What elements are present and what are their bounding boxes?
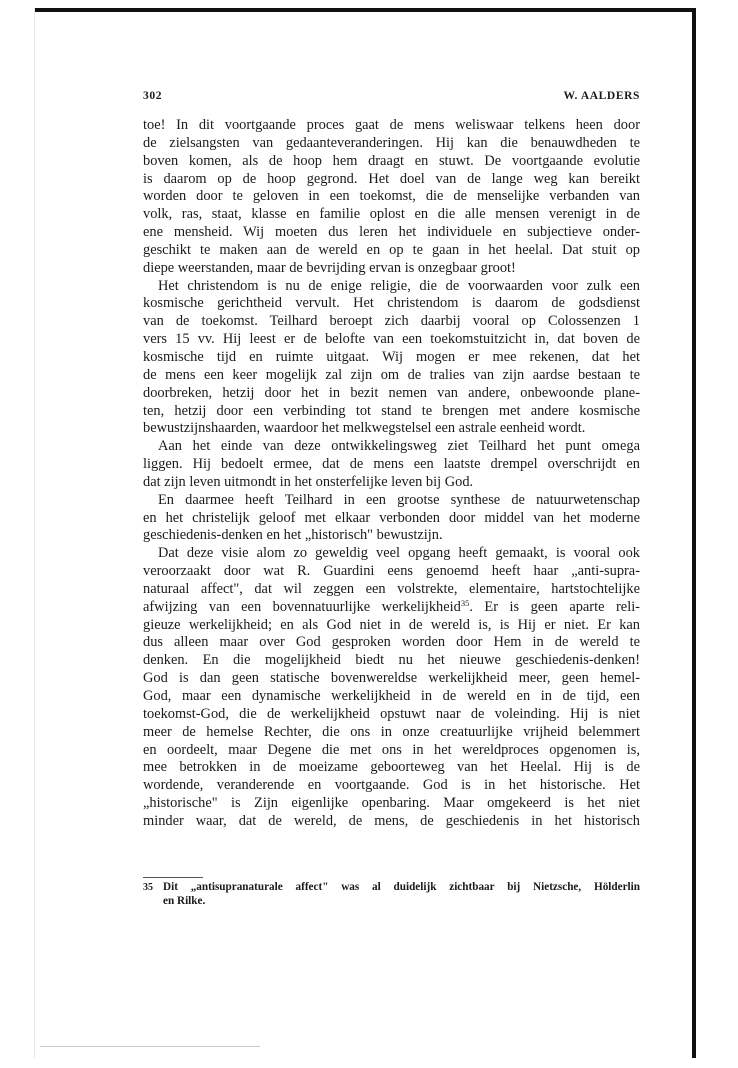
text-line: volk, ras, staat, klasse en familie oplost en die alle mensen verenigt in de <box>143 206 640 223</box>
text-line: ene mensheid. Wij moeten dus leren het individuele en subjectieve onder- <box>143 224 640 241</box>
text-line: doorbreken, hetzij door het in bezit nemen van andere, onbewoonde plane- <box>143 384 640 401</box>
page-right-edge <box>692 8 696 1058</box>
text-line: mee betrokken in de moeizame geboorteweg van het Heelal. Hij is de <box>143 759 640 776</box>
text-line: Dat deze visie alom zo geweldig veel opgang heeft gemaakt, is vooral ook <box>158 545 640 562</box>
text-line: God, maar een dynamische werkelijkheid in de wereld en in de tijd, een <box>143 688 640 704</box>
text-line: en oordeelt, maar Degene die met ons in het wereldproces opgenomen is, <box>143 741 640 758</box>
footnote-line: en Rilke. <box>163 894 206 907</box>
text-line: is daarom op de hoop gegrond. Het doel van de lange weg kan bereikt <box>143 170 640 187</box>
page-header <box>143 90 640 106</box>
text-line: toe! In dit voortgaande proces gaat de mens weliswaar telkens heen door <box>143 117 640 133</box>
footnote <box>143 881 640 908</box>
text-line: En daarmee heeft Teilhard in een grootse synthese de natuurwetenschap <box>158 491 640 508</box>
footnote-number: 35 <box>143 882 153 893</box>
text-line: „historische" is Zijn eigenlijke openbaring. Maar omgekeerd is het niet <box>143 795 640 812</box>
text-line: gieuze werkelijkheid; en als God niet in de wereld is, is Hij er niet. Er kan <box>143 616 640 633</box>
text-line: de zielsangsten van gedaanteveranderingen. Hij kan die benauwdheden te <box>143 134 640 151</box>
text-line: bewustzijnshaarden, waardoor het melkwegstelsel een astrale eenheid wordt. <box>143 420 586 437</box>
text-line: minder waar, dat de wereld, de mens, de geschiedenis in het historisch <box>143 812 640 829</box>
text-line: diepe weerstanden, maar de bevrijding ervan is onzegbaar groot! <box>143 259 516 276</box>
text-line: vers 15 vv. Hij leest er de belofte van een toekomstuitzicht in, dat boven de <box>143 331 640 348</box>
running-head: W. AALDERS <box>563 90 640 102</box>
text-line: kosmische gerichtheid vervult. Het christendom is daarom de godsdienst <box>143 295 640 312</box>
text-line: veroorzaakt door wat R. Guardini eens genoemd heeft haar „anti-supra- <box>143 563 640 580</box>
text-line-with-footnote <box>143 599 640 617</box>
body-text <box>143 117 640 831</box>
text-line: dus alleen maar over God gesproken worden door Hem in de wereld te <box>143 634 640 651</box>
text-line: geschiedenis-denken en het „historisch" bewustzijn. <box>143 527 443 544</box>
text-line: en het christelijk geloof met elkaar verbonden door middel van het moderne <box>143 509 640 526</box>
text-line: wordende, veranderende en voortgaande. God is in het historische. Het <box>143 777 640 794</box>
text-line: God is dan geen statische bovenwereldse werkelijkheid meer, geen hemel- <box>143 670 640 687</box>
text-fragment: . Er is geen aparte reli- <box>469 598 640 615</box>
footnote-divider <box>143 877 203 878</box>
page-top-edge <box>34 8 694 12</box>
text-line: liggen. Hij bedoelt ermee, dat de mens een laatste drempel overschrijdt en <box>143 456 640 473</box>
text-line: de mens een keer mogelijk zal zijn om de tralies van zijn aardse bestaan te <box>143 366 640 383</box>
text-line: worden door te geloven in een toekomst, die de menselijke verbanden van <box>143 188 640 205</box>
text-line: van de toekomst. Teilhard beroept zich daarbij vooral op Colossenzen 1 <box>143 313 640 330</box>
text-line: naturaal affect", dat wil zeggen een volstrekte, elementaire, hartstochtelijke <box>143 580 640 597</box>
footnote-reference[interactable]: 35 <box>460 597 470 608</box>
text-line: toekomst-God, die de werkelijkheid opstuwt naar de voleinding. Hij is niet <box>143 705 640 722</box>
text-line: Aan het einde van deze ontwikkelingsweg ziet Teilhard het punt omega <box>158 438 640 455</box>
text-line: Het christendom is nu de enige religie, die de voorwaarden voor zulk een <box>158 277 640 294</box>
text-line: ten, hetzij door een verbinding tot stand te brengen met andere kosmische <box>143 402 640 419</box>
text-line: dat zijn leven uitmondt in het onsterfelijke leven bij God. <box>143 473 474 490</box>
text-line: kosmische tijd en ruimte uitgaat. Wij mogen er mee rekenen, dat het <box>143 348 640 365</box>
text-line: geschikt te maken aan de wereld en op te gaan in het heelal. Dat stuit op <box>143 241 640 258</box>
page-bottom-edge <box>40 1046 260 1047</box>
text-line: denken. En die mogelijkheid biedt nu het nieuwe geschiedenis-denken! <box>143 652 640 669</box>
footnote-text: Dit „antisupranaturale affect" was al duidelijk zichtbaar bij Nietzsche, Hölderlin <box>163 881 640 893</box>
text-line: boven komen, als de hoop hem draagt en stuwt. De voortgaande evolutie <box>143 152 640 169</box>
page-number: 302 <box>143 90 163 102</box>
text-line: meer de hemelse Rechter, die ons in onze creatuurlijke vrijheid belemmert <box>143 723 640 740</box>
page-left-edge <box>34 8 35 1058</box>
text-fragment: afwijzing van een bovennatuurlijke werkelijkheid <box>143 598 461 615</box>
footnote-line <box>143 881 640 895</box>
